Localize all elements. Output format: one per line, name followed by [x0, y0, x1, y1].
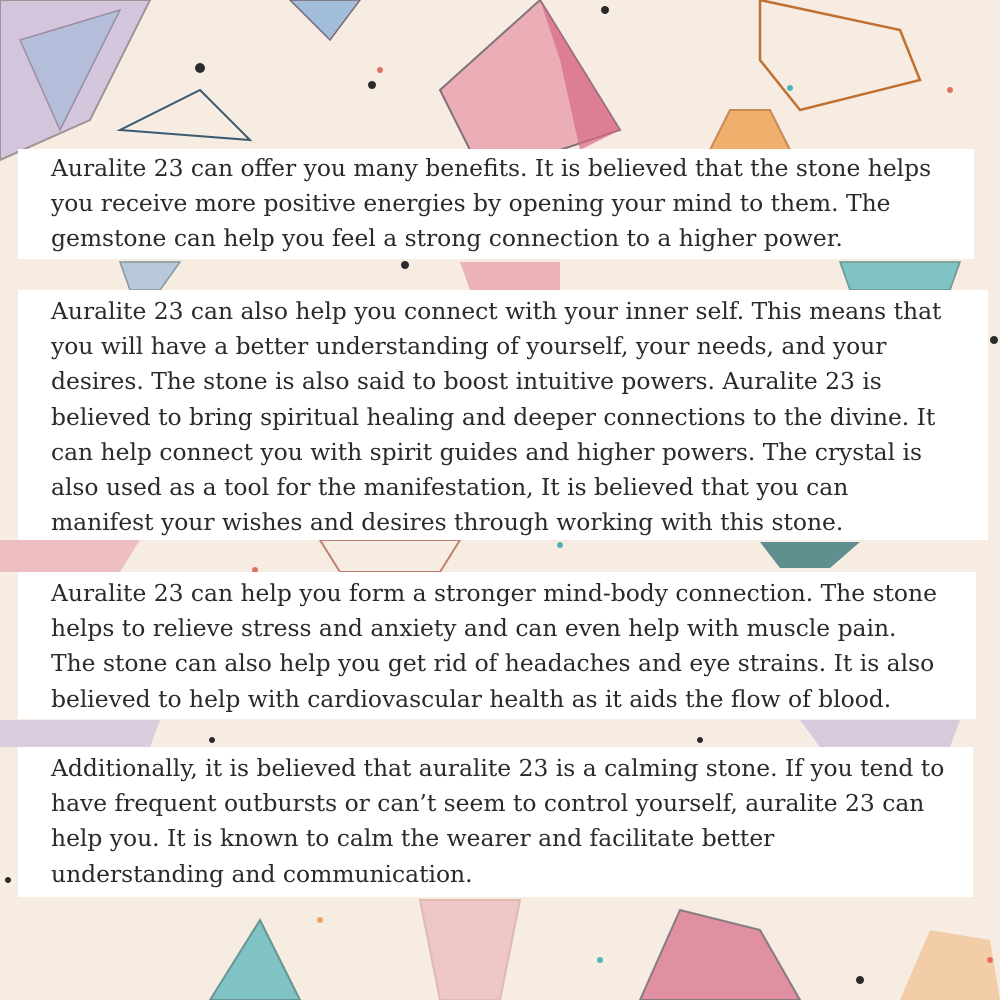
text-line: believed to help with cardiovascular health as it aids the flow of blood.: [51, 684, 892, 713]
paragraph-panel-calming: [18, 747, 973, 897]
crystal-blue-mid-left: [120, 262, 180, 290]
text-line: help you. It is known to calm the wearer and facilitate better: [51, 824, 775, 853]
text-line: you will have a better understanding of yourself, your needs, and your: [51, 332, 887, 361]
crystal-teal-mid-right: [840, 262, 960, 290]
crystal-pink-lower-left: [0, 540, 140, 572]
crystal-orange-small: [710, 110, 790, 150]
text-line: gemstone can help you feel a strong connection to a higher power.: [51, 224, 843, 253]
text-line: believed to bring spiritual healing and deeper connections to the divine. It: [51, 402, 936, 431]
text-line: desires. The stone is also said to boost intuitive powers. Auralite 23 is: [51, 367, 882, 396]
text-line: Auralite 23 can also help you connect with your inner self. This means that: [51, 297, 942, 325]
crystal-orange-top-right: [760, 0, 920, 110]
crystal-lavender-right: [800, 720, 960, 747]
crystal-pink-bottom-mid: [420, 900, 520, 1000]
text-line: manifest your wishes and desires through working with this stone.: [51, 508, 844, 537]
crystal-top-left-blue: [290, 0, 360, 40]
text-line: also used as a tool for the manifestation, It is believed that you can: [51, 473, 849, 502]
paragraph-panel-inner-self: [18, 290, 988, 540]
text-line: you receive more positive energies by opening your mind to them. The: [51, 189, 891, 218]
crystal-rose-bottom-right: [640, 910, 800, 1000]
crystal-top-outline: [120, 90, 250, 140]
text-line: have frequent outbursts or can’t seem to control yourself, auralite 23 can: [51, 789, 925, 818]
text-line: understanding and communication.: [51, 859, 473, 888]
paragraph-panel-benefits: [18, 149, 974, 259]
text-line: Auralite 23 can help you form a stronger mind-body connection. The stone: [51, 579, 937, 607]
crystal-teal-lower-right: [760, 542, 860, 568]
paragraph-panel-mind-body: [18, 572, 976, 719]
text-line: Auralite 23 can offer you many benefits. It is believed that the stone helps: [51, 154, 932, 182]
crystal-lavender-left: [0, 720, 160, 747]
text-line: helps to relieve stress and anxiety and can even help with muscle pain.: [51, 614, 897, 643]
text-line: Additionally, it is believed that auralite 23 is a calming stone. If you tend to: [51, 754, 945, 782]
crystal-pink-mid: [460, 262, 560, 290]
crystal-outline-lower-mid: [320, 540, 460, 572]
crystal-teal-bottom-left: [210, 920, 300, 1000]
text-line: The stone can also help you get rid of headaches and eye strains. It is also: [51, 649, 935, 678]
crystal-orange-bottom-right: [900, 930, 1000, 1000]
text-line: can help connect you with spirit guides and higher powers. The crystal is: [51, 437, 922, 466]
